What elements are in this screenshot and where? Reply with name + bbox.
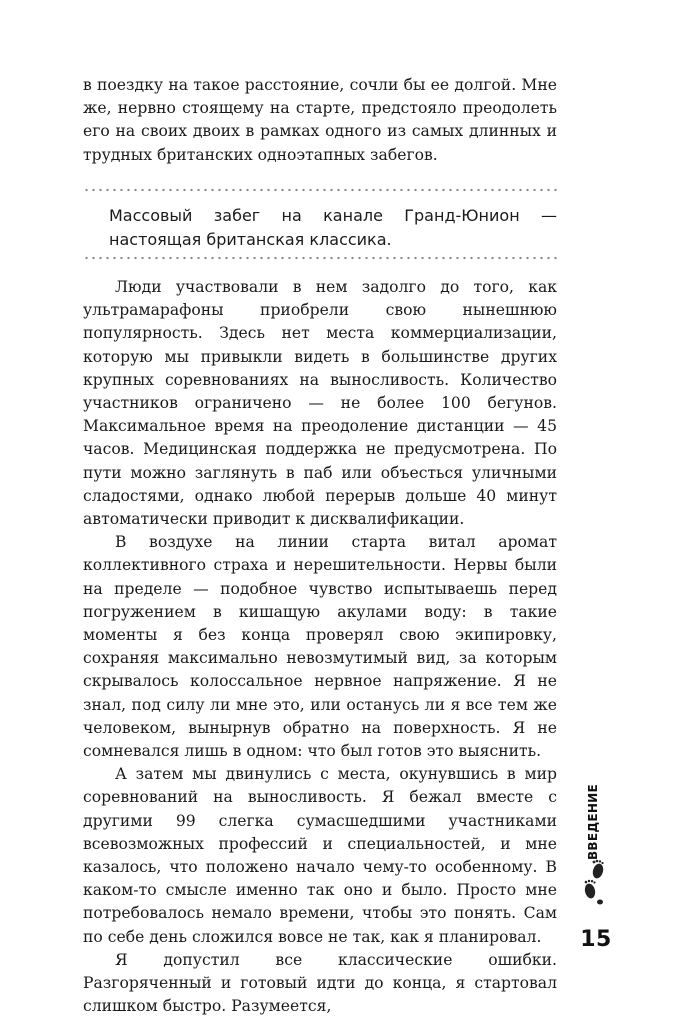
body-paragraph: В воздухе на линии старта витал аромат коллективного страха и нерешительности. Нервы были на пределе — подобное чувство испытываешь перед погружением в кишащую акулами воду: в такие моменты я без конца проверял свою экипировку, сохраняя максимально невозмутимый вид, за которым скрывалось колоссальное нервное напряжение. Я не знал, под силу ли мне это, или останусь ли я все тем же человеком, вынырнув обратно на поверхность. Я не сомневался лишь в одном: что был готов это выяснить.	[83, 533, 557, 761]
section-label	[582, 783, 604, 861]
pullquote: Массовый забег на канале Гранд-Юнион — настоящая британская классика.	[109, 206, 557, 249]
section-label-text: ВВЕДЕНИЕ	[586, 783, 600, 861]
body-paragraph: Люди участвовали в нем задолго до того, как ультрамарафоны приобрели свою нынешнюю популярность. Здесь нет места коммерциализации, которую мы привыкли видеть в большинстве других крупных соревнованиях на выносливость. Количество участников ограничено — не более 100 бегунов. Максимальное время на преодоление дистанции — 45 часов. Медицинская поддержка не предусмотрена. По пути можно заглянуть в паб или объесться уличными сладостями, однако любой перерыв дольше 40 минут автоматически приводит к дисквалификации.	[83, 278, 557, 529]
intro-paragraph: в поездку на такое расстояние, сочли бы ее долгой. Мне же, нервно стоящему на старте, предстояло преодолеть его на своих двоих в рамках одного из самых длинных и трудных британских одноэтапных забегов.	[83, 76, 557, 164]
intro-text	[83, 74, 557, 167]
page-number: 15	[580, 927, 612, 952]
pullquote-divider-top	[83, 188, 557, 192]
footprints-icon	[581, 858, 607, 908]
pullquote-divider-bottom	[83, 256, 557, 260]
body-text	[83, 276, 557, 1019]
body-paragraph: Я допустил все классические ошибки. Разгоряченный и готовый идти до конца, я стартовал слишком быстро. Разумеется,	[83, 950, 557, 1016]
body-paragraph: А затем мы двинулись с места, окунувшись в мир соревнований на выносливость. Я бежал вместе с другими 99 слегка сумасшедшими участниками всевозможных профессий и специальностей, и мне казалось, что положено начало чему-то особенному. В каком-то смысле именно так оно и было. Просто мне потребовалось немало времени, чтобы это понять. Сам по себе день сложился вовсе не так, как я планировал.	[83, 765, 557, 946]
